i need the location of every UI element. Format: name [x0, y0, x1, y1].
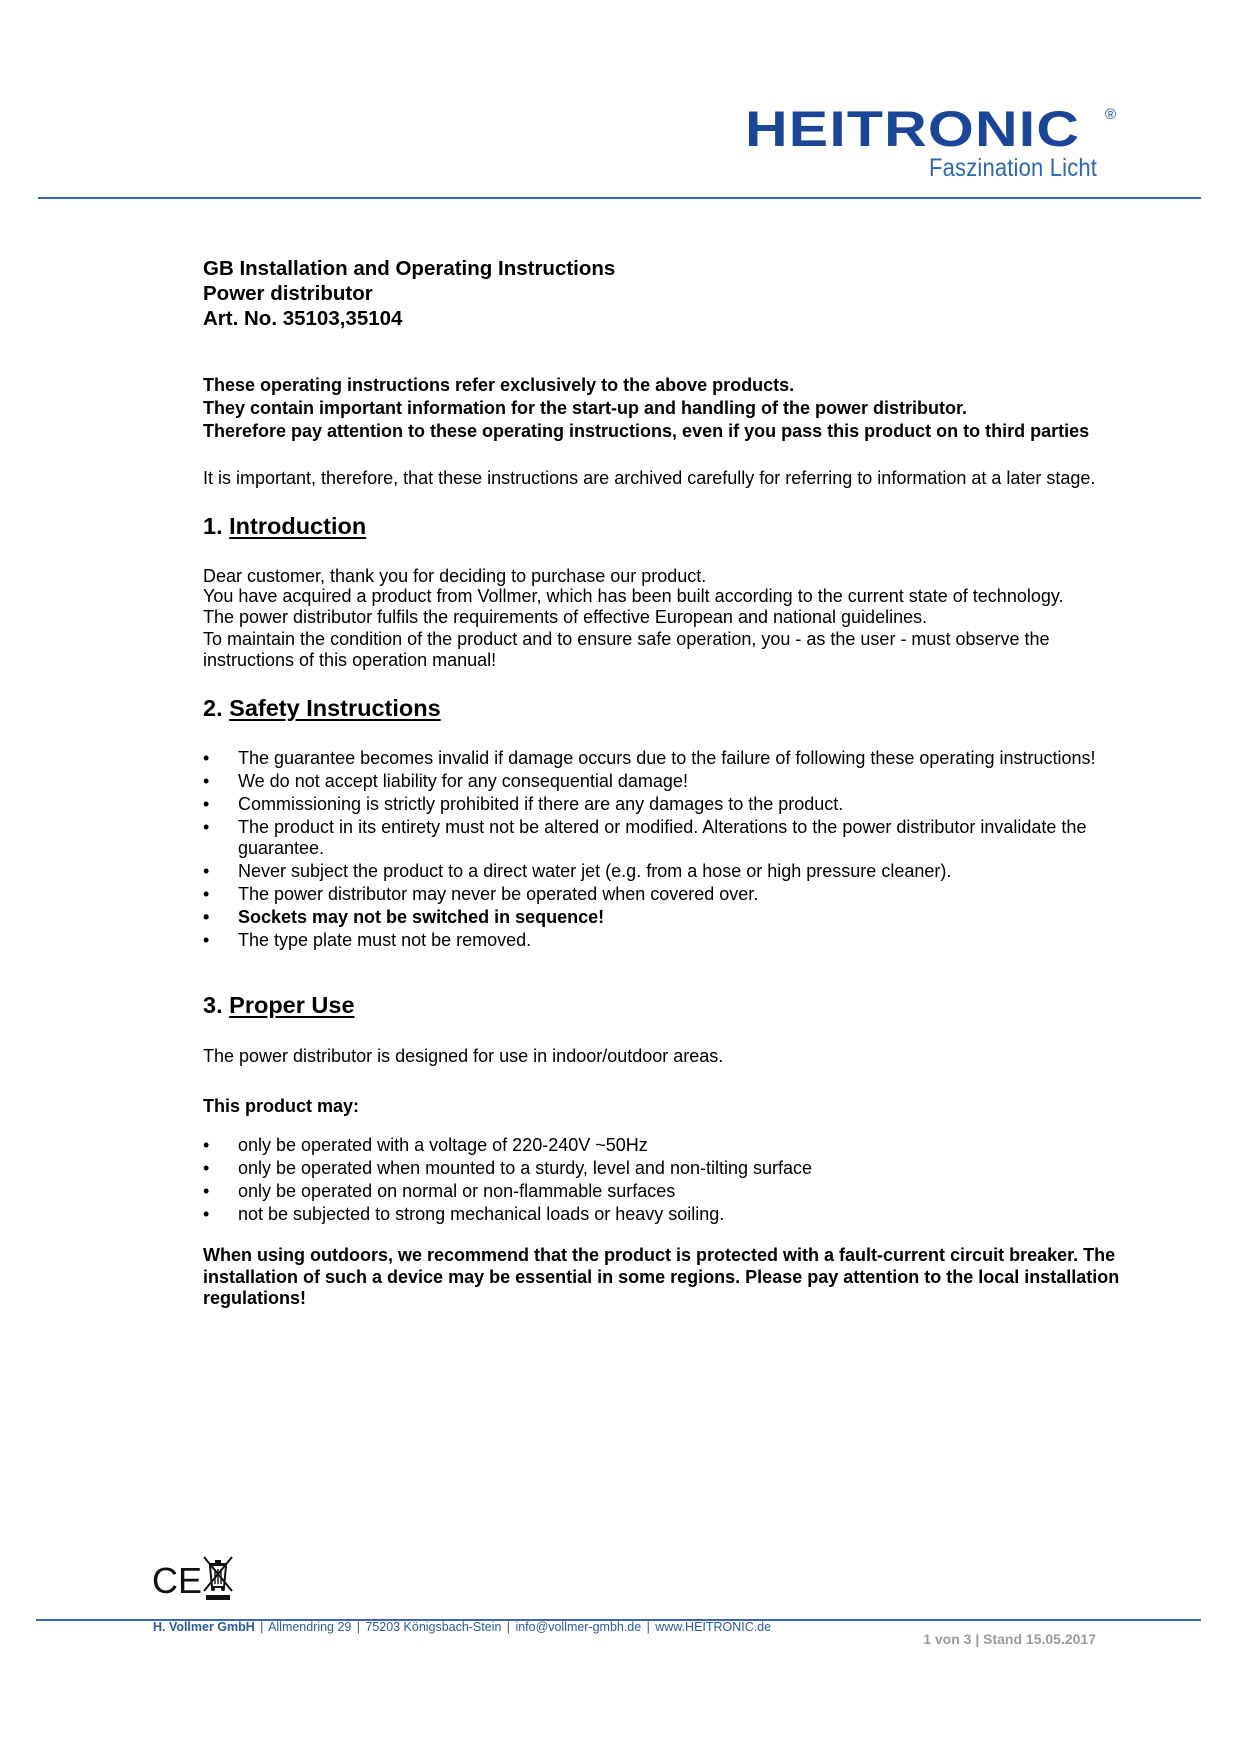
footer-separator: | — [506, 1619, 511, 1634]
list-item: • The power distributor may never be operated when covered over. — [203, 884, 759, 904]
ce-mark-text: CE — [152, 1560, 203, 1601]
safety-instructions-list — [203, 748, 1123, 951]
registered-mark: ® — [1105, 106, 1117, 123]
footer-separator: | — [260, 1619, 264, 1634]
section-3-number: 3. — [203, 992, 223, 1018]
heading-line-2: Power distributor — [203, 282, 373, 305]
archive-note: It is important, therefore, that these instructions are archived carefully for referring to information at a later stage. — [203, 468, 1096, 488]
logo-wordmark: HEITRONIC — [745, 101, 1081, 157]
bullet-icon: • — [203, 817, 210, 837]
intro-line-1: Dear customer, thank you for deciding to purchase our product. — [203, 566, 707, 586]
outdoor-warning: When using outdoors, we recommend that the product is protected with a fault-current circuit breaker. The installation of such a device may be essential in some regions. Please pay attention to the local installation regulations! — [203, 1245, 1120, 1308]
section-1-title: Introduction — [229, 513, 367, 539]
footer-city: 75203 Königsbach-Stein — [365, 1619, 502, 1634]
intro-line-4: To maintain the condition of the product and to ensure safe operation, you - as the user - must observe the instructions of this operation manual! — [203, 629, 1050, 670]
product-may-subheading: This product may: — [203, 1096, 360, 1116]
heading-line-1: GB Installation and Operating Instructions — [203, 257, 616, 280]
bullet-icon: • — [203, 930, 210, 950]
page-info: 1 von 3 | Stand 15.05.2017 — [923, 1631, 1096, 1647]
list-item: • Sockets may not be switched in sequence! — [203, 907, 605, 927]
document-body — [203, 256, 1123, 1310]
intro-line-2: You have acquired a product from Vollmer, which has been built according to the current state of technology. — [203, 586, 1064, 606]
footer-separator: | — [356, 1619, 360, 1634]
section-2-heading — [203, 694, 1123, 722]
footer-address — [153, 1619, 771, 1634]
intro-line-3: The power distributor fulfils the requirements of effective European and national guidelines. — [203, 607, 928, 627]
brand-logo — [745, 101, 1125, 182]
heading-line-3: Art. No. 35103,35104 — [203, 307, 403, 330]
document-heading — [203, 256, 1123, 331]
list-item: • only be operated on normal or non-flammable surfaces — [203, 1181, 676, 1201]
header-divider — [38, 197, 1201, 199]
list-item: • not be subjected to strong mechanical loads or heavy soiling. — [203, 1204, 725, 1224]
list-item: • We do not accept liability for any consequential damage! — [203, 771, 688, 791]
footer-separator: | — [646, 1619, 650, 1634]
bullet-icon: • — [203, 794, 210, 814]
list-item: • The guarantee becomes invalid if damage occurs due to the failure of following these operating instructions! — [203, 748, 1096, 768]
proper-use-text: The power distributor is designed for use in indoor/outdoor areas. — [203, 1046, 724, 1066]
bullet-icon: • — [203, 1181, 210, 1201]
list-item: • Commissioning is strictly prohibited if there are any damages to the product. — [203, 794, 844, 814]
bullet-icon: • — [203, 907, 210, 927]
section-3-title: Proper Use — [229, 992, 355, 1018]
logo-tagline: Faszination Licht — [929, 154, 1098, 182]
introduction-text — [203, 566, 1123, 671]
list-item: • The product in its entirety must not be altered or modified. Alterations to the power distributor invalidate the guarantee. — [203, 817, 1087, 858]
section-1-heading — [203, 512, 1123, 540]
footer-company: H. Vollmer GmbH — [153, 1619, 255, 1634]
bullet-icon: • — [203, 1135, 210, 1155]
bullet-icon: • — [203, 1158, 210, 1178]
footer-email[interactable]: info@vollmer-gmbh.de — [515, 1619, 642, 1634]
list-item: • Never subject the product to a direct water jet (e.g. from a hose or high pressure cleaner). — [203, 861, 952, 881]
section-2-title: Safety Instructions — [229, 695, 441, 721]
footer-street: Allmendring 29 — [268, 1619, 352, 1634]
section-3-heading — [203, 991, 1123, 1019]
list-item: • only be operated with a voltage of 220-240V ~50Hz — [203, 1135, 648, 1155]
bullet-icon: • — [203, 1204, 210, 1224]
intro-bold-line-1: These operating instructions refer exclusively to the above products. — [203, 375, 795, 395]
bullet-icon: • — [203, 861, 210, 881]
intro-bold-line-2: They contain important information for the start-up and handling of the power distributor. — [203, 398, 967, 418]
intro-bold-line-3: Therefore pay attention to these operating instructions, even if you pass this product on to third parties — [203, 421, 1090, 441]
bullet-icon: • — [203, 771, 210, 791]
proper-use-list — [203, 1135, 1123, 1225]
section-1-number: 1. — [203, 513, 223, 539]
footer-website[interactable]: www.HEITRONIC.de — [655, 1619, 772, 1634]
bullet-icon: • — [203, 748, 210, 768]
intro-bold-block — [203, 374, 1123, 442]
section-2-number: 2. — [203, 695, 223, 721]
list-item: • only be operated when mounted to a sturdy, level and non-tilting surface — [203, 1158, 813, 1178]
weee-bin-icon — [202, 1555, 234, 1601]
certification-marks — [152, 1553, 242, 1603]
bullet-icon: • — [203, 884, 210, 904]
list-item: • The type plate must not be removed. — [203, 930, 532, 950]
